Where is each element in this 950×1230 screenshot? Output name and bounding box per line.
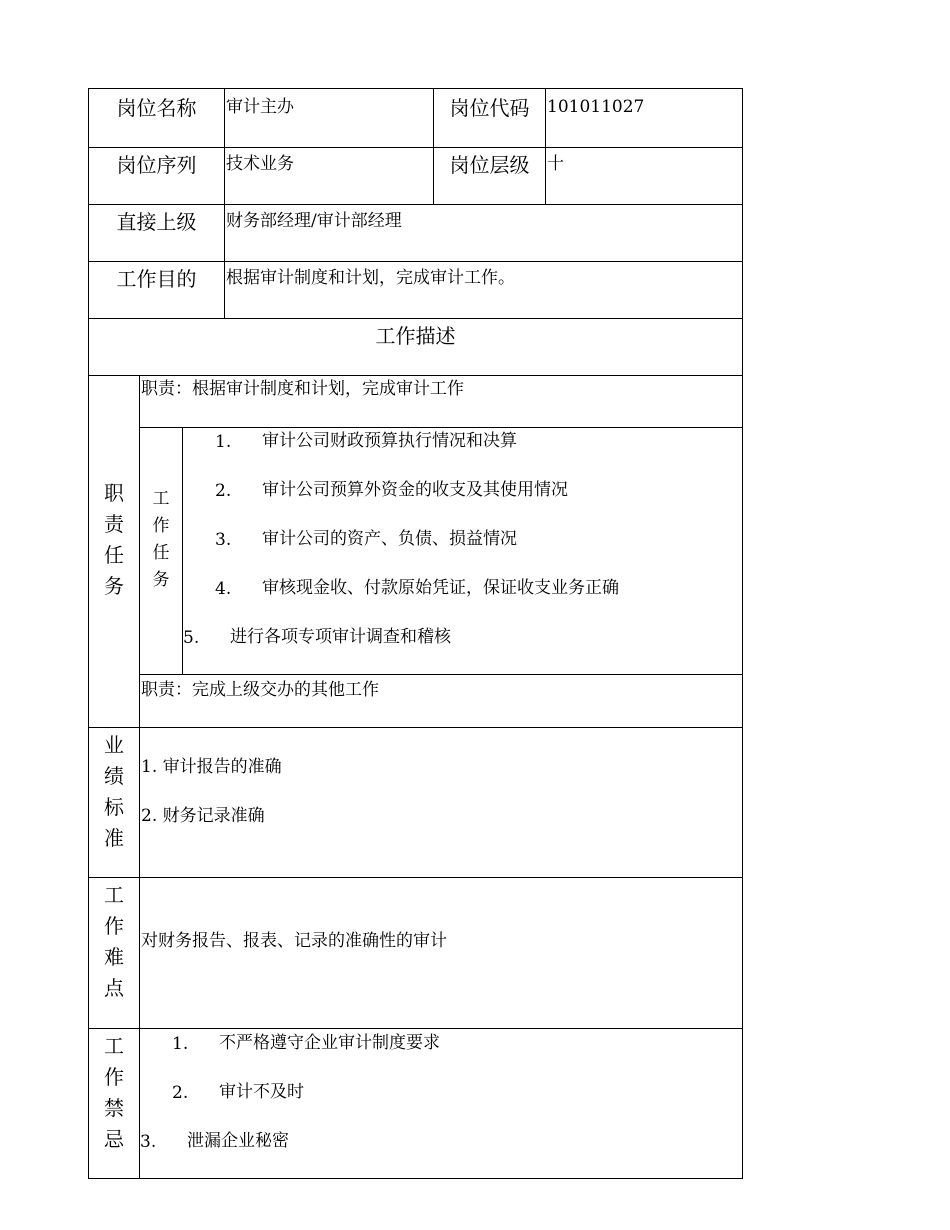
label-char: 责	[104, 512, 124, 536]
label-char: 绩	[104, 764, 124, 788]
row-divider	[88, 375, 743, 376]
performance-item: 2. 财务记录准确	[141, 806, 265, 826]
label-char: 作	[152, 516, 170, 536]
row-divider	[88, 318, 743, 319]
purpose-label: 工作目的	[116, 267, 197, 291]
label-char: 工	[152, 489, 170, 509]
row-divider	[139, 674, 743, 675]
border-left	[88, 88, 89, 1179]
difficulty-label	[89, 880, 139, 1004]
label-char: 准	[104, 826, 124, 850]
position-name-label: 岗位名称	[116, 96, 197, 120]
purpose-value: 根据审计制度和计划，完成审计工作。	[226, 268, 515, 288]
duties-section-label	[89, 478, 139, 602]
difficulty-text: 对财务报告、报表、记录的准确性的审计	[141, 931, 447, 951]
tasks-label	[140, 486, 182, 594]
taboo-number: 2.	[172, 1083, 189, 1103]
label-char: 作	[104, 1065, 124, 1089]
row-divider	[88, 727, 743, 728]
task-number: 1.	[215, 432, 232, 452]
position-level-label: 岗位层级	[449, 153, 530, 177]
label-char: 工	[104, 1034, 124, 1058]
position-level-value: 十	[547, 154, 564, 174]
label-char: 任	[104, 543, 124, 567]
duty-1-text: 职责：根据审计制度和计划，完成审计工作	[141, 379, 464, 399]
task-number: 2.	[215, 481, 232, 501]
label-char: 难	[104, 945, 124, 969]
col-divider	[545, 88, 546, 205]
task-text: 审计公司预算外资金的收支及其使用情况	[262, 480, 568, 500]
col-divider	[224, 88, 225, 319]
task-number: 3.	[215, 530, 232, 550]
taboo-text: 泄漏企业秘密	[187, 1131, 289, 1151]
task-text: 审核现金收、付款原始凭证，保证收支业务正确	[262, 578, 619, 598]
supervisor-value: 财务部经理/审计部经理	[226, 211, 402, 231]
taboo-number: 1.	[172, 1034, 189, 1054]
duty-2-text: 职责：完成上级交办的其他工作	[141, 680, 379, 700]
taboo-number: 3.	[140, 1132, 157, 1152]
position-sequence-label: 岗位序列	[116, 153, 197, 177]
label-char: 作	[104, 914, 124, 938]
label-char: 工	[104, 883, 124, 907]
label-char: 职	[104, 481, 124, 505]
row-divider	[88, 147, 743, 148]
taboos-label	[89, 1031, 139, 1155]
task-text: 审计公司财政预算执行情况和决算	[262, 431, 517, 451]
label-char: 务	[152, 570, 170, 590]
label-char: 忌	[104, 1127, 124, 1151]
performance-item: 1. 审计报告的准确	[141, 757, 282, 777]
border-top	[88, 88, 743, 89]
performance-label	[89, 730, 139, 854]
row-divider	[139, 427, 743, 428]
row-divider	[88, 204, 743, 205]
supervisor-label: 直接上级	[116, 210, 197, 234]
row-divider	[88, 1028, 743, 1029]
label-char: 务	[104, 574, 124, 598]
task-text: 审计公司的资产、负债、损益情况	[262, 529, 517, 549]
taboo-text: 不严格遵守企业审计制度要求	[219, 1033, 440, 1053]
label-char: 禁	[104, 1096, 124, 1120]
label-char: 任	[152, 543, 170, 563]
row-divider	[88, 877, 743, 878]
task-number: 4.	[215, 579, 232, 599]
border-bottom	[88, 1178, 743, 1179]
label-char: 点	[104, 976, 124, 1000]
border-right	[742, 88, 743, 1179]
label-char: 业	[104, 733, 124, 757]
position-sequence-value: 技术业务	[226, 154, 294, 174]
label-char: 标	[104, 795, 124, 819]
position-code-value: 101011027	[547, 97, 645, 117]
task-text: 进行各项专项审计调查和稽核	[230, 627, 451, 647]
row-divider	[88, 261, 743, 262]
position-name-value: 审计主办	[226, 97, 294, 117]
task-number: 5.	[183, 628, 200, 648]
taboo-text: 审计不及时	[219, 1082, 304, 1102]
work-description-title: 工作描述	[375, 324, 456, 348]
position-code-label: 岗位代码	[449, 96, 530, 120]
